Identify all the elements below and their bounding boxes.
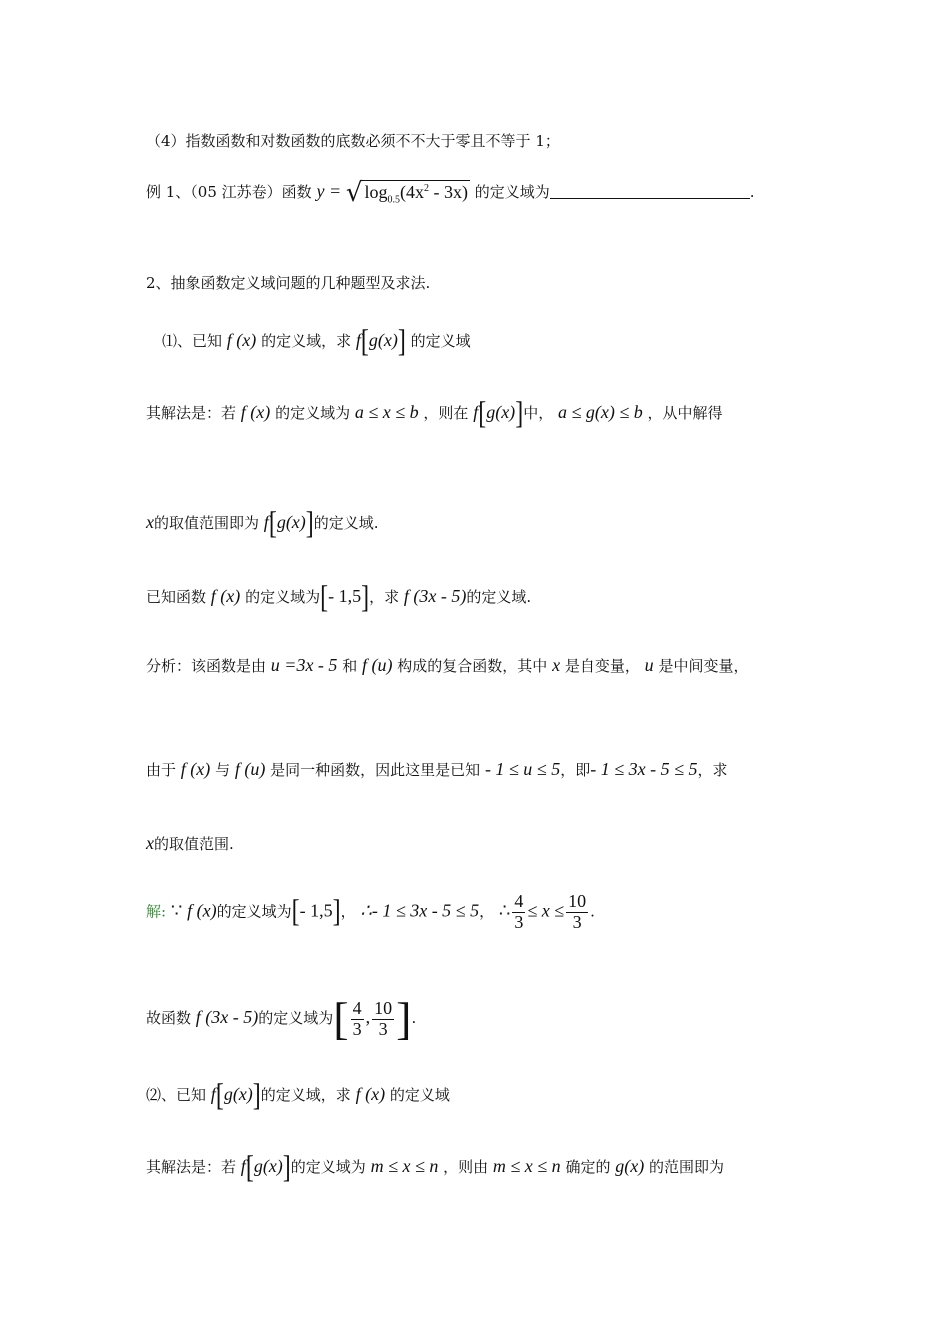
example-2 — [146, 581, 532, 615]
jie-x-range: ≤ x ≤ — [527, 900, 565, 921]
an-b: 和 — [342, 657, 358, 675]
jie-fx: f (x) — [187, 900, 217, 921]
an-e: 是中间变量， — [658, 657, 749, 675]
sol1-a: 其解法是：若 — [146, 404, 237, 422]
gu-a: 故函数 — [146, 1009, 192, 1027]
sol1-e: ，从中解得 — [647, 404, 723, 422]
case2-fx: f (x) — [355, 1084, 386, 1104]
sol1-gx2: g(x) — [276, 512, 306, 532]
jie-e: . — [590, 902, 595, 921]
sol2-gx2: g(x) — [615, 1156, 645, 1176]
sol1-bracket-close: ] — [515, 397, 524, 431]
gu-frac-10-3: $\frac{10}{3}$ — [374, 997, 393, 1039]
answer-blank — [550, 184, 750, 199]
case1-f: f — [355, 330, 361, 350]
case2-f: f — [210, 1084, 216, 1104]
ex1-prefix: 例 1、（05 江苏卷）函数 — [146, 183, 312, 201]
ex2-fx: f (x) — [210, 586, 241, 606]
an3-text: 的取值范围. — [154, 835, 234, 853]
sol2-a: 其解法是：若 — [146, 1158, 237, 1176]
analysis-3 — [146, 834, 234, 852]
case2-bracket: [ — [215, 1079, 224, 1113]
an-u: u — [644, 655, 654, 675]
solution-method-1 — [146, 397, 723, 431]
case1-bracket: [ — [360, 325, 369, 359]
ex1-end: . — [749, 183, 755, 201]
sol1-x: x — [146, 512, 154, 532]
ex2-bracket: [ — [320, 581, 329, 615]
jie-c: ， — [340, 902, 356, 921]
an2-b: 与 — [215, 761, 231, 779]
sol1-f-text: 的取值范围即为 — [154, 514, 260, 532]
case1-bracket-close: ] — [397, 325, 406, 359]
ex1-radicand: $\log_{0.5}(4x^2 - 3x)$ — [364, 182, 468, 206]
solution-method-1-cont — [146, 507, 379, 541]
solution-method-2 — [146, 1151, 725, 1185]
sol1-gx: g(x) — [486, 402, 516, 422]
gu-bracket-close: ] — [396, 993, 412, 1044]
an-a: 分析：该函数是由 — [146, 657, 267, 675]
an-u-eq: u =3x - 5 — [270, 655, 338, 675]
jie-label: 解: — [146, 902, 167, 921]
sol1-g: 的定义域. — [313, 514, 379, 532]
sol1-bracket2-close: ] — [305, 507, 314, 541]
sol2-bracket: [ — [245, 1151, 254, 1185]
conclusion — [146, 993, 417, 1044]
case2-c: 的定义域 — [389, 1086, 450, 1104]
sol1-b: 的定义域为 — [275, 404, 351, 422]
jie-b: 的定义域为 — [216, 902, 292, 921]
example-1 — [146, 180, 755, 206]
sol1-fx: f (x) — [240, 402, 271, 422]
ex2-interval: - 1,5 — [328, 586, 362, 606]
sol2-b: 的定义域为 — [290, 1158, 366, 1176]
jie-bracket-close: ] — [332, 895, 341, 930]
ex2-a: 已知函数 — [146, 588, 207, 606]
section-2-heading: 2、抽象函数定义域问题的几种题型及求法. — [146, 274, 431, 292]
case1-gx: g(x) — [368, 330, 398, 350]
an2-fu: f (u) — [234, 759, 266, 779]
ex2-c: ，求 — [369, 588, 400, 606]
an-c: 构成的复合函数，其中 — [397, 657, 548, 675]
ex2-f3x5: f (3x - 5) — [403, 586, 467, 606]
an2-a: 由于 — [146, 761, 177, 779]
an3-x: x — [146, 833, 154, 853]
sol2-ineq2: m ≤ x ≤ n — [492, 1156, 561, 1176]
ex2-d: 的定义域. — [466, 588, 532, 606]
ex1-suffix: 的定义域为 — [474, 183, 550, 201]
gu-comma: , — [365, 1007, 371, 1027]
an2-e: ，求 — [697, 761, 728, 779]
ex1-y: y = — [316, 181, 342, 201]
sol1-f2: f — [263, 512, 269, 532]
ex2-bracket-close: ] — [361, 581, 370, 615]
an2-d: ，即 — [560, 761, 591, 779]
case-2 — [146, 1079, 450, 1113]
jie-bracket: [ — [291, 895, 300, 930]
analysis-2 — [146, 760, 727, 778]
sol2-bracket-close: ] — [282, 1151, 291, 1185]
frac-10-3: $\frac{10}{3}$ — [568, 891, 587, 932]
analysis-1 — [146, 656, 748, 674]
an2-ineq2: - 1 ≤ 3x - 5 ≤ 5 — [590, 759, 698, 779]
sol2-d: 确定的 — [565, 1158, 611, 1176]
gu-frac-4-3: $\frac{4}{3}$ — [352, 997, 362, 1039]
case2-b: 的定义域，求 — [260, 1086, 351, 1104]
rule-4: （4）指数函数和对数函数的底数必须不不大于零且不等于 1； — [146, 132, 560, 150]
an-fu: f (u) — [362, 655, 393, 675]
sol2-gx: g(x) — [253, 1156, 283, 1176]
because-icon: ∵ — [170, 900, 183, 921]
case2-bracket-close: ] — [252, 1079, 261, 1113]
case2-a: ⑵、已知 — [146, 1086, 207, 1104]
jie-interval: - 1,5 — [299, 900, 333, 921]
jie-d: ， — [479, 902, 495, 921]
case1-b: 的定义域，求 — [261, 332, 352, 350]
solution — [146, 892, 595, 933]
ex2-b: 的定义域为 — [245, 588, 321, 606]
an-x: x — [552, 655, 561, 675]
sol1-bracket2: [ — [268, 507, 277, 541]
jie-ineq: ∴- 1 ≤ 3x - 5 ≤ 5 — [360, 900, 480, 921]
sol2-e: 的范围即为 — [649, 1158, 725, 1176]
gu-f3x5: f (3x - 5) — [195, 1007, 259, 1027]
case-1 — [162, 325, 471, 359]
sol2-ineq: m ≤ x ≤ n — [370, 1156, 439, 1176]
an2-c: 是同一种函数，因此这里是已知 — [270, 761, 481, 779]
gu-b: 的定义域为 — [258, 1009, 334, 1027]
gu-c: . — [411, 1009, 417, 1027]
sol1-bracket: [ — [478, 397, 487, 431]
sol1-f: f — [473, 402, 479, 422]
sol1-ineq2: a ≤ g(x) ≤ b — [557, 402, 643, 422]
gu-bracket: [ — [333, 993, 349, 1044]
case1-fx: f (x) — [226, 330, 257, 350]
sol1-ineq: a ≤ x ≤ b — [354, 402, 419, 422]
sol1-d: 中， — [523, 404, 554, 422]
sol2-c: ，则由 — [443, 1158, 489, 1176]
an2-ineq1: - 1 ≤ u ≤ 5 — [484, 759, 561, 779]
ex1-sqrt — [346, 180, 470, 206]
an2-fx: f (x) — [180, 759, 211, 779]
case2-gx: g(x) — [223, 1084, 253, 1104]
frac-4-3: $\frac{4}{3}$ — [514, 891, 524, 932]
an-d: 是自变量， — [564, 657, 640, 675]
radical-icon: √ — [345, 178, 363, 208]
case1-c: 的定义域 — [410, 332, 471, 350]
sol1-c: ，则在 — [423, 404, 469, 422]
sol2-f: f — [240, 1156, 246, 1176]
case1-a: ⑴、已知 — [162, 332, 223, 350]
therefore-icon: ∴ — [498, 900, 511, 921]
